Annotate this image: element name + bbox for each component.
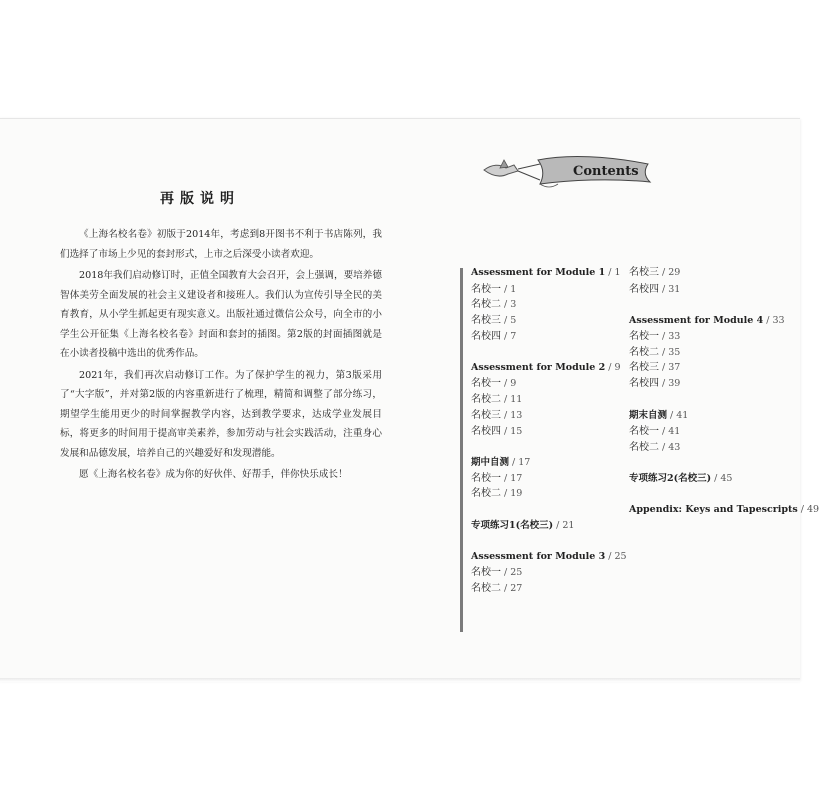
toc-entry[interactable]: 名校四 / 31 (629, 284, 681, 295)
toc-entry[interactable]: 名校二 / 3 (471, 299, 517, 310)
toc-entry[interactable]: 名校二 / 19 (471, 488, 523, 499)
toc-entry[interactable]: 名校一 / 33 (629, 331, 681, 342)
toc-entry[interactable]: Assessment for Module 1 / 1 (471, 267, 621, 278)
toc-entry[interactable]: 名校四 / 7 (471, 331, 517, 342)
toc-entry[interactable]: 专项练习2(名校三) / 45 (629, 473, 733, 484)
toc-entry[interactable]: 名校二 / 11 (471, 394, 523, 405)
preface-paragraph-2: 2018年我们启动修订时，正值全国教育大会召开，会上强调，要培养德智体美劳全面发展的社会主义建设者和接班人。我们认为宣传引导全民的美育教育，从小学生抓起更有现实意义。出版社通过微信公众号，向全市的小学生公开征集《上海名校名卷》封面和套封的插图。第2版的封面插图就是在小读者投稿中选出的优秀作品。 (60, 270, 382, 359)
toc-entry[interactable]: Assessment for Module 2 / 9 (471, 362, 621, 373)
toc-entry[interactable]: Appendix: Keys and Tapescripts / 49 (629, 504, 819, 515)
toc-entry[interactable]: 名校三 / 13 (471, 410, 523, 421)
toc-entry[interactable]: 期末自测 / 41 (629, 410, 689, 421)
toc-entry[interactable]: 名校二 / 35 (629, 347, 681, 358)
contents-title: Contents (573, 164, 639, 179)
toc-entry[interactable]: 名校三 / 37 (629, 362, 681, 373)
toc-entry[interactable]: 名校四 / 39 (629, 378, 681, 389)
preface-title: 再版说明 (160, 191, 240, 207)
toc-entry[interactable]: 名校三 / 29 (629, 267, 681, 278)
toc-entry[interactable]: 名校三 / 5 (471, 315, 517, 326)
contents-header (478, 150, 658, 196)
preface-body (60, 225, 382, 487)
toc-entry[interactable]: 专项练习1(名校三) / 21 (471, 520, 575, 531)
toc-entry[interactable]: 名校一 / 9 (471, 378, 517, 389)
toc-entry[interactable]: 名校一 / 1 (471, 284, 517, 295)
toc-entry[interactable]: 名校二 / 27 (471, 583, 523, 594)
contents-divider-line (460, 268, 463, 632)
toc-entry[interactable]: 名校二 / 43 (629, 442, 681, 453)
toc-entry[interactable]: 名校一 / 41 (629, 426, 681, 437)
toc-entry[interactable]: Assessment for Module 4 / 33 (629, 315, 785, 326)
preface-paragraph-3: 2021年，我们再次启动修订工作。为了保护学生的视力，第3版采用了“大字版”，并对第2版的内容重新进行了梳理，精简和调整了部分练习，期望学生能用更少的时间掌握教学内容，达到教学要求，达成学业发展目标，将更多的时间用于提高审美素养，参加劳动与社会实践活动，注重身心发展和品德发展，培养自己的兴趣爱好和发现潜能。 (60, 369, 382, 459)
toc-entry[interactable]: 名校一 / 17 (471, 473, 523, 484)
preface-paragraph-4: 愿《上海名校名卷》成为你的好伙伴、好帮手，伴你快乐成长！ (79, 469, 348, 480)
page-shadow (0, 678, 800, 682)
toc-entry[interactable]: 期中自测 / 17 (471, 457, 531, 468)
toc-entry[interactable]: 名校一 / 25 (471, 567, 523, 578)
toc-entry[interactable]: Assessment for Module 3 / 25 (471, 551, 627, 562)
preface-paragraph-1: 《上海名校名卷》初版于2014年，考虑到8开图书不利于书店陈列，我们选择了市场上少见的套封形式，上市之后深受小读者欢迎。 (60, 229, 382, 260)
toc-entry[interactable]: 名校四 / 15 (471, 426, 523, 437)
